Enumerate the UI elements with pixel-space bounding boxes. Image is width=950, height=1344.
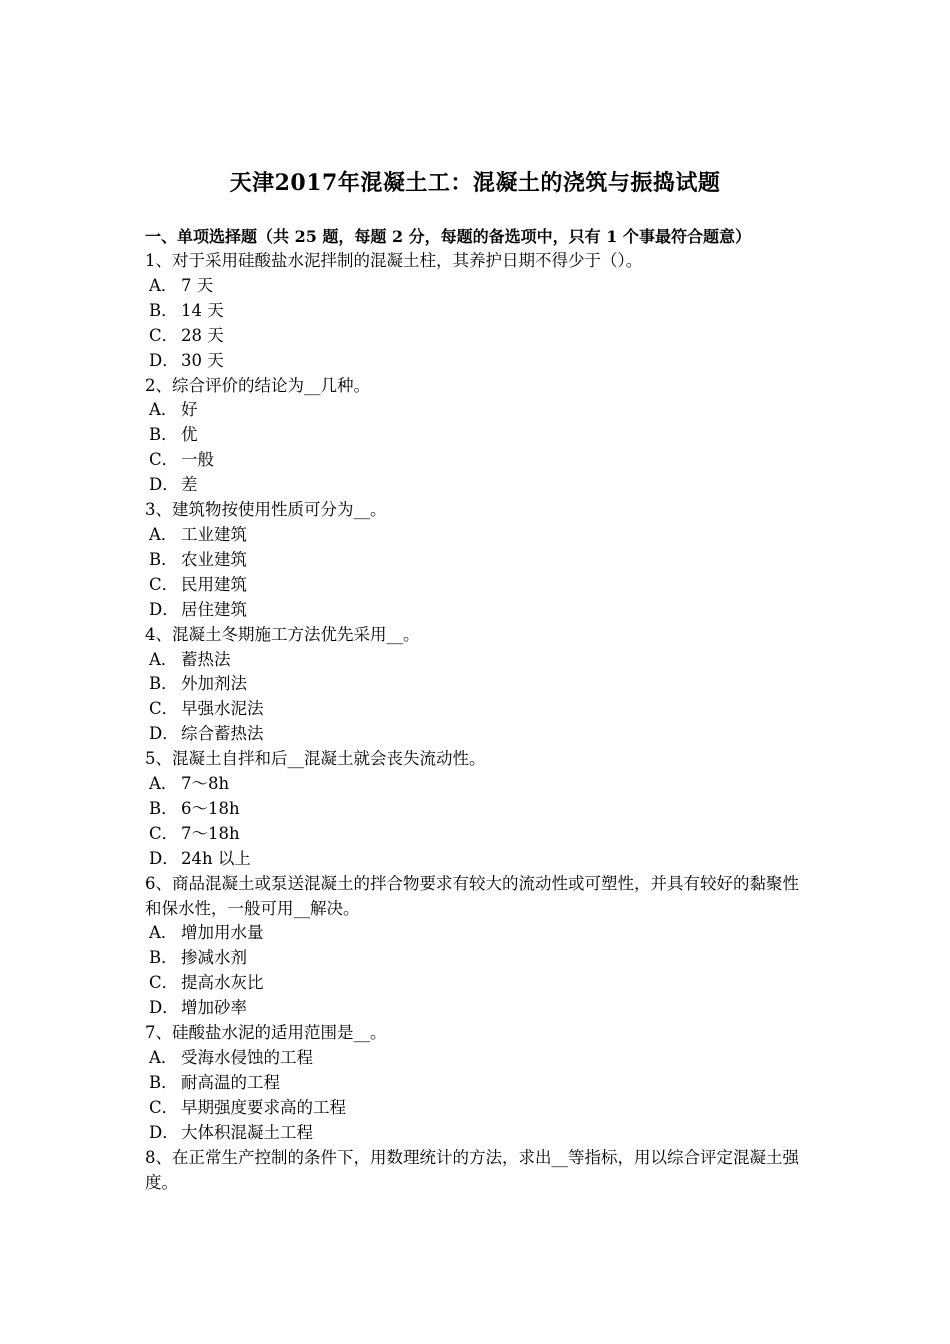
option-text: 增加用水量 [181, 923, 264, 943]
option-text: 农业建筑 [181, 549, 247, 569]
option-text: 差 [181, 475, 198, 495]
option-letter: C． [149, 1097, 179, 1117]
answer-option [145, 299, 810, 324]
option-letter: C． [149, 973, 179, 993]
option-text: 综合蓄热法 [181, 724, 264, 744]
option-list [145, 648, 810, 748]
answer-option [145, 672, 810, 697]
question-item [145, 872, 810, 1021]
option-text: 7 天 [181, 275, 214, 295]
option-text: 外加剂法 [181, 674, 247, 694]
option-letter: D． [149, 599, 179, 619]
option-letter: A． [149, 400, 178, 420]
section-heading: 一、单项选择题（共 25 题，每题 2 分，每题的备选项中，只有 1 个事最符合题意） [145, 227, 751, 246]
question-item [145, 747, 810, 872]
option-list [145, 398, 810, 498]
answer-option [145, 1121, 810, 1146]
question-item [145, 1146, 810, 1196]
answer-option [145, 423, 810, 448]
option-letter: B． [149, 549, 178, 569]
option-letter: C． [149, 574, 179, 594]
option-letter: B． [149, 674, 178, 694]
option-list [145, 523, 810, 623]
option-letter: C． [149, 450, 179, 470]
answer-option [145, 1046, 810, 1071]
answer-option [145, 847, 810, 872]
option-text: 民用建筑 [181, 574, 247, 594]
option-letter: A． [149, 923, 178, 943]
page-title: 天津2017年混凝土工：混凝土的浇筑与振捣试题 [229, 169, 721, 196]
answer-option [145, 523, 810, 548]
option-text: 提高水灰比 [181, 973, 264, 993]
question-text: 4、混凝土冬期施工方法优先采用__。 [145, 624, 420, 644]
option-letter: A． [149, 1048, 178, 1067]
question-text: 8、在正常生产控制的条件下，用数理统计的方法，求出__等指标，用以综合评定混凝土强度。 [145, 1147, 799, 1192]
question-item [145, 498, 810, 623]
answer-option [145, 1071, 810, 1096]
option-letter: A． [149, 275, 178, 295]
option-text: 7～8h [181, 774, 230, 794]
option-text: 早强水泥法 [181, 699, 264, 719]
option-letter: A． [149, 524, 178, 544]
option-list [145, 1046, 810, 1146]
answer-option [145, 598, 810, 623]
option-letter: D． [149, 1122, 179, 1142]
option-text: 30 天 [181, 350, 224, 370]
answer-option [145, 1096, 810, 1121]
option-list [145, 274, 810, 374]
option-text: 28 天 [181, 325, 224, 345]
option-text: 增加砂率 [181, 998, 247, 1018]
answer-option [145, 349, 810, 374]
option-letter: D． [149, 475, 179, 495]
question-text: 1、对于采用硅酸盐水泥拌制的混凝土柱，其养护日期不得少于（）。 [145, 251, 643, 270]
question-item [145, 1021, 810, 1146]
question-text: 3、建筑物按使用性质可分为__。 [145, 500, 387, 520]
option-text: 耐高温的工程 [181, 1072, 280, 1092]
option-text: 掺减水剂 [181, 948, 247, 968]
option-text: 优 [181, 425, 198, 445]
option-text: 6～18h [181, 798, 240, 818]
option-letter: B． [149, 1072, 178, 1092]
option-list [145, 772, 810, 872]
option-text: 7～18h [181, 823, 240, 843]
option-letter: A． [149, 774, 178, 794]
question-text: 5、混凝土自拌和后__混凝土就会丧失流动性。 [145, 749, 486, 769]
question-list [145, 249, 810, 1195]
option-text: 受海水侵蚀的工程 [181, 1048, 313, 1067]
answer-option [145, 772, 810, 797]
answer-option [145, 822, 810, 847]
document-body [145, 224, 810, 1195]
answer-option [145, 697, 810, 722]
question-item [145, 374, 810, 499]
answer-option [145, 971, 810, 996]
answer-option [145, 473, 810, 498]
option-list [145, 921, 810, 1021]
option-text: 工业建筑 [181, 524, 247, 544]
option-letter: B． [149, 798, 178, 818]
option-letter: C． [149, 699, 179, 719]
answer-option [145, 448, 810, 473]
answer-option [145, 274, 810, 299]
question-text: 7、硅酸盐水泥的适用范围是__。 [145, 1023, 387, 1043]
option-text: 居住建筑 [181, 599, 247, 619]
option-text: 大体积混凝土工程 [181, 1122, 313, 1142]
answer-option [145, 722, 810, 747]
answer-option [145, 921, 810, 946]
answer-option [145, 797, 810, 822]
option-letter: B． [149, 300, 178, 320]
question-item [145, 249, 810, 374]
answer-option [145, 324, 810, 349]
option-letter: B． [149, 948, 178, 968]
option-letter: C． [149, 325, 179, 345]
option-text: 蓄热法 [181, 649, 231, 669]
option-text: 早期强度要求高的工程 [181, 1097, 346, 1117]
answer-option [145, 398, 810, 423]
question-text: 2、综合评价的结论为__几种。 [145, 375, 370, 395]
answer-option [145, 996, 810, 1021]
option-letter: C． [149, 823, 179, 843]
option-text: 14 天 [181, 300, 224, 320]
option-letter: D． [149, 998, 179, 1018]
option-letter: B． [149, 425, 178, 445]
option-text: 24h 以上 [181, 848, 251, 868]
question-item [145, 623, 810, 748]
answer-option [145, 573, 810, 598]
option-letter: D． [149, 350, 179, 370]
option-text: 好 [181, 400, 198, 420]
answer-option [145, 946, 810, 971]
answer-option [145, 548, 810, 573]
option-letter: D． [149, 848, 179, 868]
answer-option [145, 648, 810, 673]
question-text: 6、商品混凝土或泵送混凝土的拌合物要求有较大的流动性或可塑性，并具有较好的黏聚性和保水性，一般可用__解决。 [145, 873, 799, 918]
option-text: 一般 [181, 450, 214, 470]
option-letter: A． [149, 649, 178, 669]
option-letter: D． [149, 724, 179, 744]
